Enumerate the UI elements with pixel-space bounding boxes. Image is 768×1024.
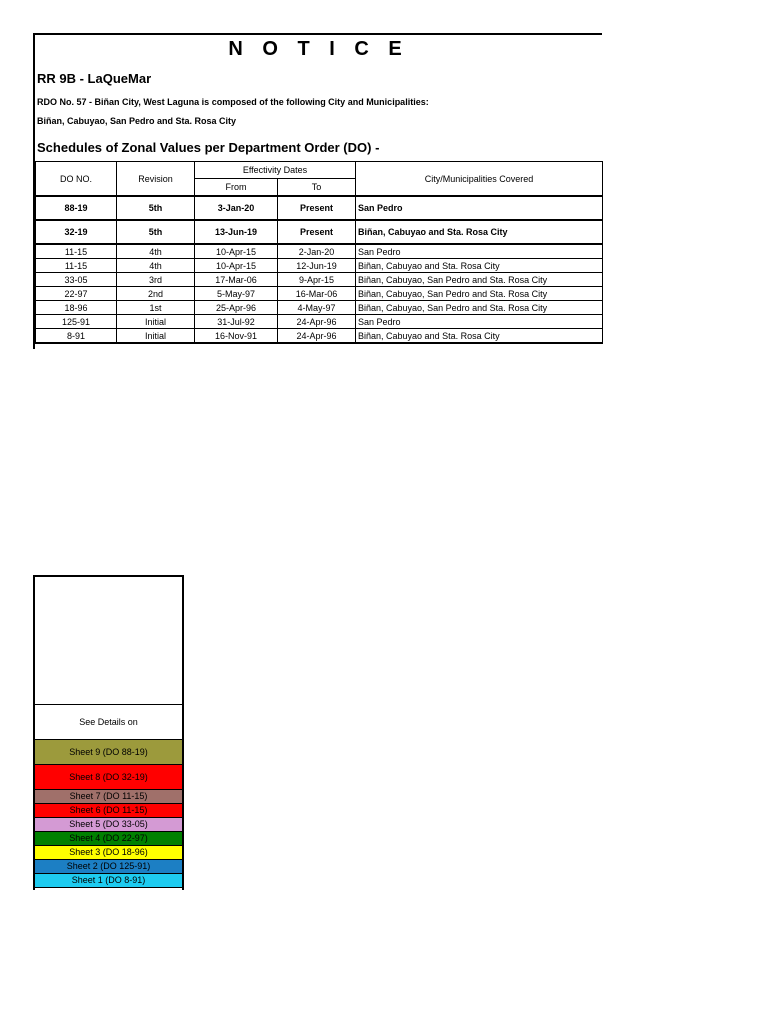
cell-to: Present [278,220,356,244]
cell-to: 16-Mar-06 [278,287,356,301]
table-row [36,315,603,329]
cell-covered: Biñan, Cabuyao and Sta. Rosa City [356,329,603,344]
sheet-link-8[interactable]: Sheet 8 (DO 32-19) [35,765,182,790]
cell-revision: Initial [117,315,195,329]
cell-do: 8-91 [36,329,117,344]
cell-revision: Initial [117,329,195,344]
header-revision: Revision [117,162,195,197]
cell-from: 17-Mar-06 [195,273,278,287]
sheet-link-4[interactable]: Sheet 4 (DO 22-97) [35,832,182,846]
sheet-link-9[interactable]: Sheet 9 (DO 88-19) [35,740,182,765]
schedules-title: Schedules of Zonal Values per Department Order (DO) - [37,140,380,155]
cell-to: 2-Jan-20 [278,244,356,259]
header-effectivity: Effectivity Dates [195,162,356,179]
header-do-no: DO NO. [36,162,117,197]
cell-to: 24-Apr-96 [278,315,356,329]
cell-do: 33-05 [36,273,117,287]
revenue-region-label: RR 9B - LaQueMar [37,71,152,86]
cell-revision: 3rd [117,273,195,287]
sheet-legend [33,575,184,890]
municipalities-list: Biñan, Cabuyao, San Pedro and Sta. Rosa City [37,116,237,126]
cell-from: 16-Nov-91 [195,329,278,344]
cell-from: 13-Jun-19 [195,220,278,244]
cell-covered: Biñan, Cabuyao and Sta. Rosa City [356,259,603,273]
table-row [36,244,603,259]
cell-covered: San Pedro [356,196,603,220]
cell-revision: 5th [117,196,195,220]
cell-revision: 1st [117,301,195,315]
cell-covered: Biñan, Cabuyao, San Pedro and Sta. Rosa City [356,287,603,301]
table-row [36,220,603,244]
cell-do: 18-96 [36,301,117,315]
sheet-link-2[interactable]: Sheet 2 (DO 125-91) [35,860,182,874]
cell-covered: Biñan, Cabuyao, San Pedro and Sta. Rosa City [356,273,603,287]
rdo-description: RDO No. 57 - Biñan City, West Laguna is composed of the following City and Municipalities: [37,97,429,107]
cell-do: 11-15 [36,244,117,259]
table-row [36,259,603,273]
notice-sheet [33,33,602,349]
header-covered: City/Municipalities Covered [356,162,603,197]
cell-revision: 5th [117,220,195,244]
sheet-link-1[interactable]: Sheet 1 (DO 8-91) [35,874,182,888]
cell-to: 9-Apr-15 [278,273,356,287]
cell-from: 10-Apr-15 [195,244,278,259]
see-details-label: See Details on [35,704,182,740]
cell-from: 31-Jul-92 [195,315,278,329]
cell-covered: San Pedro [356,244,603,259]
cell-to: 12-Jun-19 [278,259,356,273]
notice-title: N O T I C E [228,38,409,60]
cell-do: 32-19 [36,220,117,244]
cell-from: 25-Apr-96 [195,301,278,315]
do-table [35,161,603,344]
sheet-link-7[interactable]: Sheet 7 (DO 11-15) [35,790,182,804]
table-row [36,196,603,220]
table-row [36,301,603,315]
cell-revision: 4th [117,244,195,259]
cell-to: 4-May-97 [278,301,356,315]
cell-to: Present [278,196,356,220]
cell-do: 125-91 [36,315,117,329]
cell-to: 24-Apr-96 [278,329,356,344]
table-row [36,329,603,344]
table-row [36,287,603,301]
header-from: From [195,179,278,197]
cell-from: 3-Jan-20 [195,196,278,220]
sheet-link-5[interactable]: Sheet 5 (DO 33-05) [35,818,182,832]
cell-revision: 2nd [117,287,195,301]
cell-covered: San Pedro [356,315,603,329]
sheet-link-3[interactable]: Sheet 3 (DO 18-96) [35,846,182,860]
cell-covered: Biñan, Cabuyao and Sta. Rosa City [356,220,603,244]
cell-do: 22-97 [36,287,117,301]
sheet-link-6[interactable]: Sheet 6 (DO 11-15) [35,804,182,818]
cell-from: 10-Apr-15 [195,259,278,273]
table-row [36,273,603,287]
cell-do: 88-19 [36,196,117,220]
cell-covered: Biñan, Cabuyao, San Pedro and Sta. Rosa City [356,301,603,315]
cell-from: 5-May-97 [195,287,278,301]
cell-do: 11-15 [36,259,117,273]
header-to: To [278,179,356,197]
cell-revision: 4th [117,259,195,273]
